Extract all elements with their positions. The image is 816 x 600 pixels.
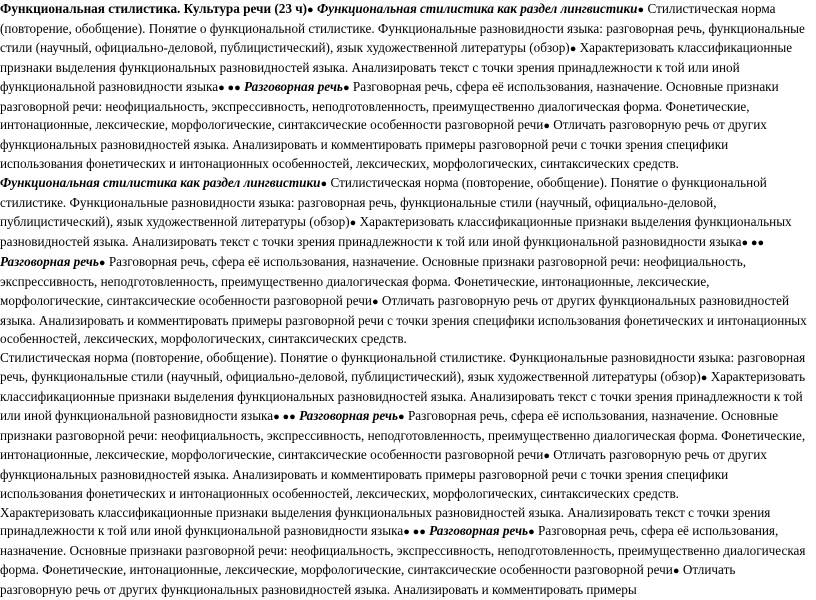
body-text: Разговорная речь, сфера её использования, назначение. Основные признаки разговорной речи: неофициальность, экспрессивность, неподготовленность, преимущественно диалогическая форма. Фонетические, интонационные, лексические, морфологические, синтаксические особенности разговорной речи xyxy=(0,408,806,462)
body-text: Характеризовать классификационные признаки выделения функциональных разновидностей языка. Анализировать текст с точки зрения принадлежности к той или иной функциональной разновидности языка xyxy=(0,369,806,424)
section-heading: Разговорная речь xyxy=(0,253,99,269)
bullet-icon: ● xyxy=(543,449,550,462)
bullet-icon: ● xyxy=(398,411,405,424)
section-heading: Разговорная речь xyxy=(295,408,398,424)
section-heading: Разговорная речь xyxy=(240,78,343,94)
body-text: Стилистическая норма (повторение, обобщение). Понятие о функциональной стилистике. Функциональные разновидности языка: разговорная речь, функциональные стили (научный, официально-деловой, публицистический), язык художественной литературы (обзор) xyxy=(0,1,805,55)
bullet-icon: ● ●● xyxy=(403,526,426,539)
bullet-icon: ● xyxy=(543,120,550,133)
section-heading: Разговорная речь xyxy=(425,523,529,539)
body-text: Отличать разговорную речь от других функциональных разновидностей языка. Анализировать и комментировать примеры разговорной речи с точки зрения специфики использования фонетических и интонационных особенностей, лексических, морфологических, синтаксических средств. xyxy=(0,446,767,501)
bullet-icon: ● xyxy=(307,4,314,16)
bullet-icon: ● xyxy=(637,4,645,16)
body-text: Разговорная речь, сфера её использования, назначение. Основные признаки разговорной речи: неофициальность, экспрессивность, неподготовленность, преимущественно диалогическая форма. Фонетические, интонационные, лексические, морфологические, синтаксические особенности разговорной речи xyxy=(0,523,806,578)
body-text: Характеризовать классификационные признаки выделения функциональных разновидностей языка. Анализировать текст с точки зрения принадлежности к той или иной функциональной разновидности языка xyxy=(0,213,792,249)
body-text: Характеризовать классификационные признаки выделения функциональных разновидностей языка. Анализировать текст с точки зрения принадлежности к той или иной функциональной разновидности языка xyxy=(0,39,793,94)
bullet-icon: ● ●● xyxy=(741,236,765,249)
body-text: Стилистическая норма (повторение, обобщение). Понятие о функциональной стилистике. Функциональные разновидности языка: разговорная речь, функциональные стили (научный, официально-деловой, публицистический), язык художественной литературы (обзор) xyxy=(0,350,806,385)
paragraph-3 xyxy=(0,349,808,503)
bullet-icon: ● xyxy=(371,295,379,308)
bullet-icon: ● xyxy=(528,526,535,539)
section-heading: Функциональная стилистика как раздел лингвистики xyxy=(313,1,638,16)
paragraph-2 xyxy=(0,174,808,349)
body-text: Стилистическая норма (повторение, обобщение). Понятие о функциональной стилистике. Функциональные разновидности языка: разговорная речь, функциональные стили (научный, официально-деловой, публицистический), язык художественной литературы (обзор) xyxy=(0,175,767,229)
body-text: Разговорная речь, сфера её использования, назначение. Основные признаки разговорной речи: неофициальность, экспрессивность, неподготовленность, преимущественно диалогическая форма. Фонетические, интонационные, лексические, морфологические, синтаксические особенности разговорной речи xyxy=(0,253,747,308)
bullet-icon: ● xyxy=(349,216,357,229)
paragraph-4 xyxy=(0,504,808,600)
body-text: Характеризовать классификационные признаки выделения функциональных разновидностей языка. Анализировать текст с точки зрения принадлежности к той или иной функциональной разновидности языка xyxy=(0,504,771,539)
document-title: Функциональная стилистика. Культура речи (23 ч) xyxy=(0,1,308,16)
body-text: Отличать разговорную речь от других функциональных разновидностей языка. Анализировать и комментировать примеры разговорной речи с точки зрения специфики использования фонетических и интонационных особенностей, лексических, морфологических, синтаксических средств. xyxy=(0,292,807,347)
bullet-icon: ● ●● xyxy=(218,81,241,94)
bullet-icon: ● xyxy=(569,42,577,55)
bullet-icon: ● xyxy=(98,256,106,269)
bullet-icon: ● xyxy=(700,372,708,385)
body-text: Разговорная речь, сфера её использования, назначение. Основные признаки разговорной речи: неофициальность, экспрессивность, неподготовленность, преимущественно диалогическая форма. Фонетические, интонационные, лексические, морфологические, синтаксические особенности разговорной речи xyxy=(0,78,779,133)
bullet-icon: ● xyxy=(672,565,680,578)
body-text: Отличать разговорную речь от других функциональных разновидностей языка. Анализировать и комментировать примеры разговорной речи с точки зрения специфики использования фонетических и интонационных особенностей, лексических, морфологических, синтаксических средств. xyxy=(0,117,767,172)
bullet-icon: ● xyxy=(342,81,350,94)
bullet-icon: ● xyxy=(320,178,328,191)
paragraph-1 xyxy=(0,0,808,174)
bullet-icon: ● ●● xyxy=(273,411,296,424)
section-heading: Функциональная стилистика как раздел лингвистики xyxy=(0,175,321,191)
body-text: Отличать разговорную речь от других функциональных разновидностей языка. Анализировать и комментировать примеры xyxy=(0,562,736,598)
